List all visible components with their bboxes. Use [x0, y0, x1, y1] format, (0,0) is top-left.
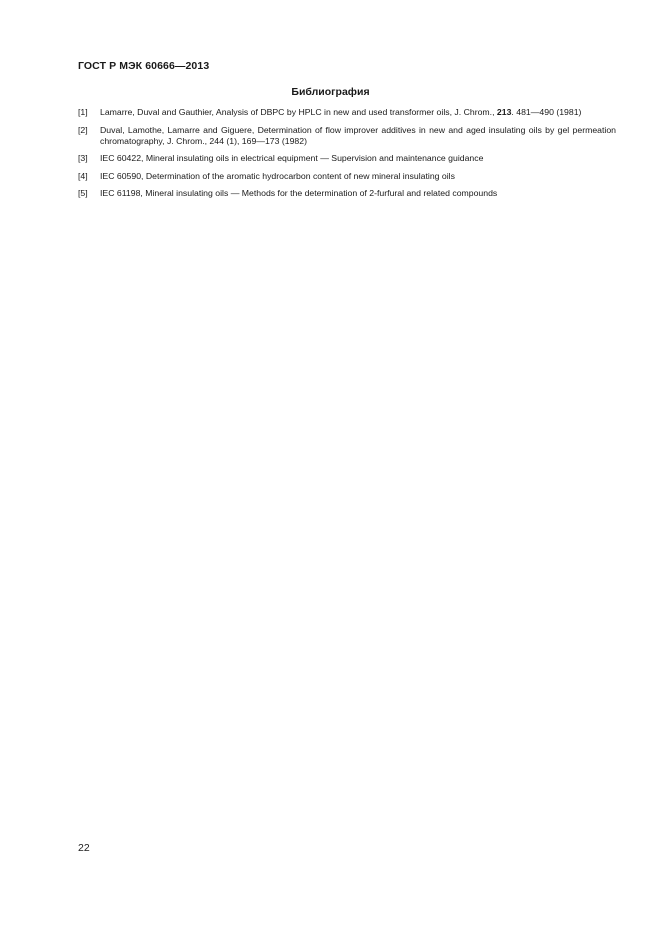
reference-item [78, 153, 616, 164]
reference-item [78, 171, 616, 182]
reference-list [78, 107, 616, 206]
reference-item [78, 188, 616, 199]
reference-item [78, 125, 616, 147]
reference-text [100, 107, 616, 118]
reference-number: [2] [78, 124, 88, 135]
reference-text-part: Duval, Lamothe, Lamarre and Giguere, Determination of flow improver additives in new and aged insulating oils by gel permeation chromatography, J. Chrom., 244 (1), 169—173 (1982) [100, 124, 616, 146]
reference-text-part: . 481—490 (1981) [511, 107, 582, 117]
reference-text-part: IEC 60422, Mineral insulating oils in electrical equipment — Supervision and maintenance guidance [100, 153, 484, 164]
reference-item [78, 107, 616, 118]
reference-number: [4] [78, 170, 88, 181]
bibliography-title: Библиография [291, 86, 370, 98]
reference-text [100, 125, 616, 147]
reference-number: [3] [78, 153, 88, 164]
reference-volume-bold: 213 [496, 107, 512, 117]
reference-text-part: IEC 60590, Determination of the aromatic hydrocarbon content of new mineral insulating oils [100, 170, 455, 181]
standard-code-header: ГОСТ Р МЭК 60666—2013 [78, 60, 210, 72]
reference-text [100, 188, 616, 199]
reference-text-part: IEC 61198, Mineral insulating oils — Methods for the determination of 2-furfural and related compounds [100, 188, 498, 199]
reference-number: [1] [78, 107, 88, 117]
page-number: 22 [78, 842, 90, 854]
reference-text-part: Lamarre, Duval and Gauthier, Analysis of DBPC by HPLC in new and used transformer oils, J. Chrom., [100, 107, 497, 117]
reference-text [100, 153, 616, 164]
reference-text [100, 171, 616, 182]
reference-number: [5] [78, 188, 88, 199]
